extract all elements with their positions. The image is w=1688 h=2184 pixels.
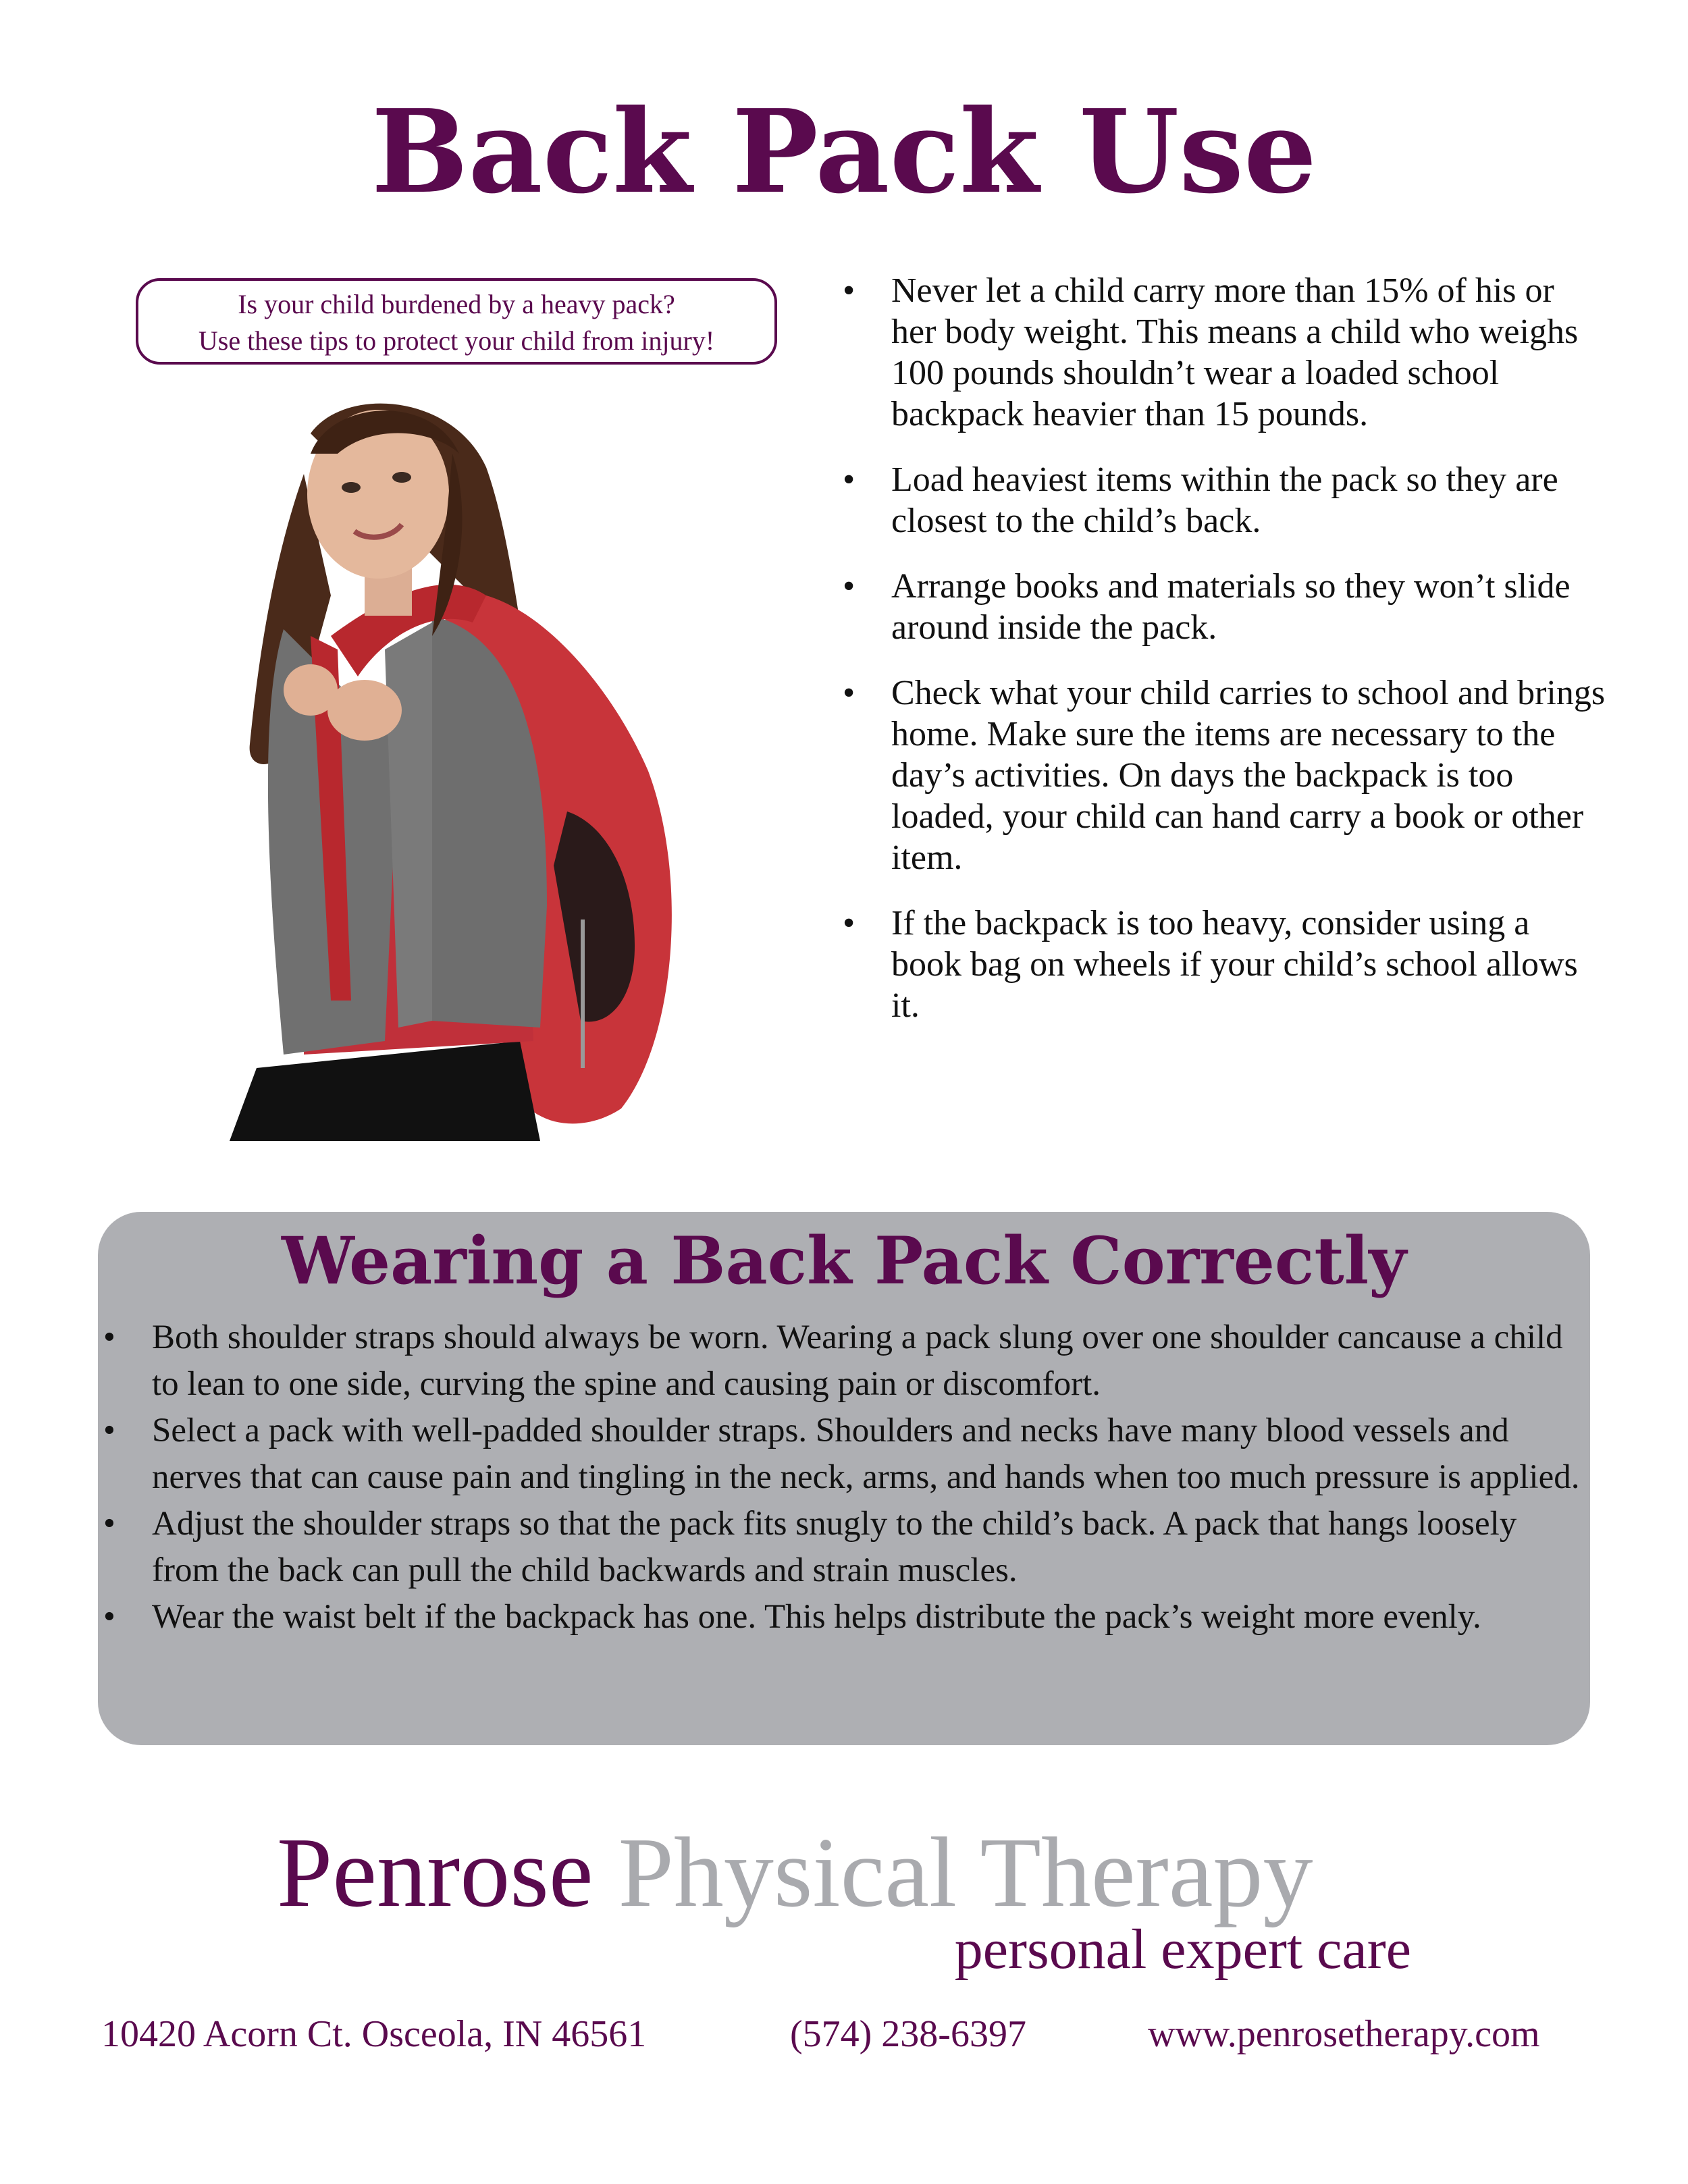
page-title: Back Pack Use — [371, 84, 1317, 219]
list-item — [103, 1314, 1582, 1408]
brand-name-part2: Physical Therapy — [618, 1817, 1313, 1928]
bullet: • — [103, 1412, 115, 1449]
tip-text: Never let a child carry more than 15% of his or her body weight. This means a child who weighs 100 pounds shouldn’t wear a loaded school backpack heavier than 15 pounds. — [891, 271, 1579, 433]
tip-text: If the backpack is too heavy, consider using a book bag on wheels if your child’s school allows it. — [891, 904, 1578, 1025]
bullet: • — [843, 674, 855, 712]
item-text: Both shoulder straps should always be worn. Wearing a pack slung over one shoulder cancause a child to lean to one side, curving the spine and causing pain or discomfort. — [152, 1319, 1563, 1403]
girl-with-backpack-photo — [230, 393, 689, 1141]
brand-name-part1: Penrose — [277, 1817, 594, 1928]
list-item — [103, 1408, 1582, 1501]
correct-list — [103, 1314, 1582, 1641]
list-item — [837, 672, 1607, 878]
list-item — [103, 1501, 1582, 1594]
brand-tagline: personal expert care — [954, 1918, 1411, 1981]
tip-text: Load heaviest items within the pack so they are closest to the child’s back. — [891, 460, 1558, 540]
bullet: • — [843, 271, 855, 310]
item-text: Adjust the shoulder straps so that the pack fits snugly to the child’s back. A pack that hangs loosely from the back can pull the child backwards and strain muscles. — [152, 1505, 1517, 1589]
panel-title: Wearing a Back Pack Correctly — [282, 1223, 1406, 1299]
wearing-correctly-panel — [98, 1212, 1590, 1745]
tip-text: Check what your child carries to school and brings home. Make sure the items are necessary to the day’s activities. On days the backpack is too loaded, your child can hand carry a book or other item. — [891, 674, 1606, 877]
bullet: • — [103, 1598, 115, 1636]
brand-name — [277, 1817, 1313, 1928]
bullet: • — [843, 460, 855, 499]
list-item — [837, 903, 1607, 1026]
callout-line-1: Is your child burdened by a heavy pack? — [238, 289, 675, 319]
callout-box — [136, 278, 777, 365]
tips-list — [837, 270, 1607, 1050]
bullet: • — [843, 904, 855, 942]
callout-line-2: Use these tips to protect your child from injury! — [198, 325, 715, 356]
list-item — [103, 1594, 1582, 1641]
bullet: • — [843, 567, 855, 606]
bullet: • — [103, 1505, 115, 1543]
bullet: • — [103, 1319, 115, 1356]
list-item — [837, 566, 1607, 648]
item-text: Select a pack with well-padded shoulder straps. Shoulders and necks have many blood vessels and nerves that can cause pain and tingling in the neck, arms, and hands when too much pressure is applied. — [152, 1412, 1580, 1496]
footer-address: 10420 Acorn Ct. Osceola, IN 46561 — [101, 2013, 647, 2055]
item-text: Wear the waist belt if the backpack has one. This helps distribute the pack’s weight more evenly. — [152, 1598, 1481, 1636]
list-item — [837, 459, 1607, 541]
footer-website-link[interactable]: www.penrosetherapy.com — [1148, 2013, 1540, 2055]
tip-text: Arrange books and materials so they won’t slide around inside the pack. — [891, 567, 1571, 647]
footer-phone: (574) 238-6397 — [790, 2013, 1026, 2055]
list-item — [837, 270, 1607, 435]
